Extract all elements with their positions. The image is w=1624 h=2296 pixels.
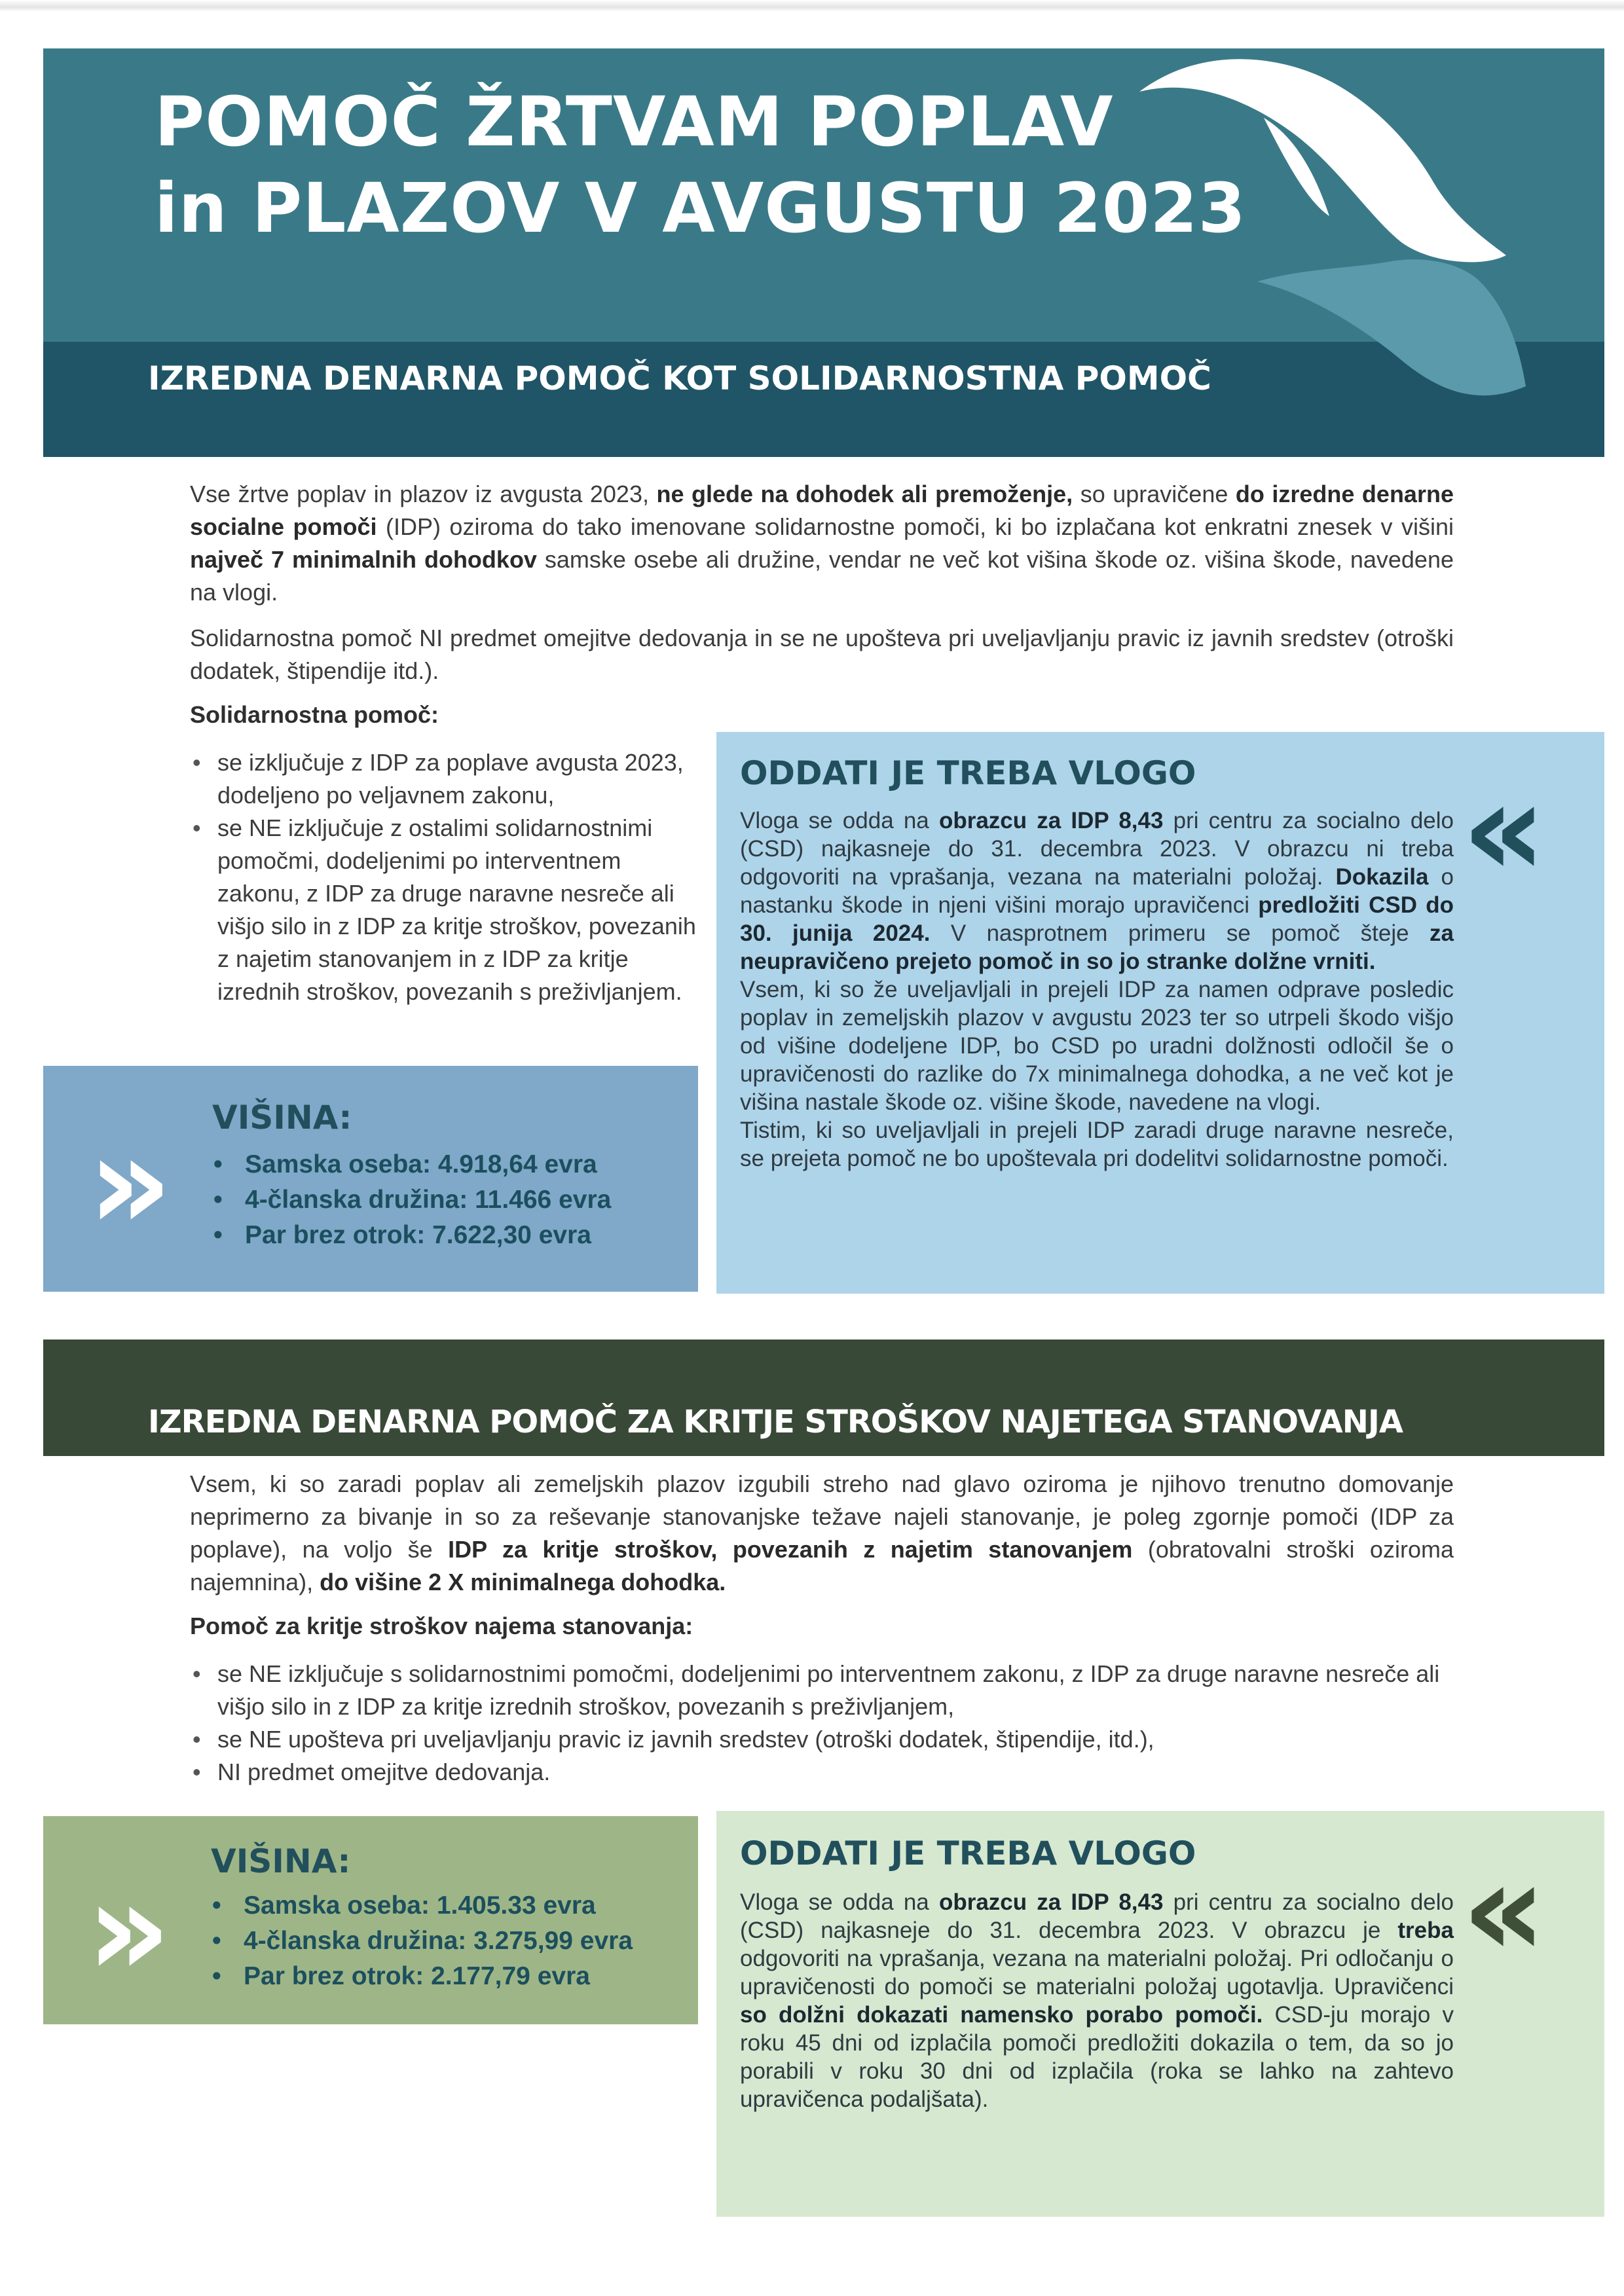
section2-amount-list: [207, 1888, 633, 1994]
amount-item: • Par brez otrok: 2.177,79 evra: [207, 1959, 633, 1994]
section1-apply-title: ODDATI JE TREBA VLOGO: [740, 754, 1196, 792]
double-chevron-right-icon: »: [86, 1853, 172, 2006]
section1-list-heading: Solidarnostna pomoč:: [190, 701, 439, 728]
amount-item: • 4-članska družina: 3.275,99 evra: [207, 1923, 633, 1959]
list-item: • se NE izključuje z ostalimi solidarnostnimi pomočmi, dodeljenimi po interventnem zakonu, z IDP za druge naravne nesreče ali višjo silo in z IDP za kritje stroškov, povezanih z najetim stanovanjem in z IDP za kritje izrednih stroškov, povezanih s preživljanjem.: [190, 812, 701, 1008]
amount-item: • 4-članska družina: 11.466 evra: [208, 1182, 611, 1218]
amount-item: • Par brez otrok: 7.622,30 evra: [208, 1218, 611, 1253]
section1-apply-text: Vloga se odda na obrazcu za IDP 8,43 pri centru za socialno delo (CSD) najkasneje do 31. decembra 2023. V obrazcu ni treba odgovoriti na vprašanja, vezana na materialni položaj. Dokazila o nastanku škode in njeni višini morajo upravičenci predložiti CSD do 30. junija 2024. V nasprotnem primeru se pomoč šteje za neupravičeno prejeto pomoč in so jo stranke dolžne vrniti. Vsem, ki so že uveljavljali in prejeli IDP za namen odprave posledic poplav in zemeljskih plazov v avgustu 2023 ter so utrpeli škodo višjo od višine dodeljene IDP, bo CSD po uradni dolžnosti odločil še o upravičenosti do razlike do 7x minimalnega dohodka, a ne več kot je višina nastale škode oz. višine škode, navedene na vlogi. Tistim, ki so uveljavljali in prejeli IDP zaradi druge naravne nesreče, se prejeta pomoč ne bo upoštevala pri dodelitvi solidarnostne pomoči.: [740, 808, 1454, 1171]
section1-amount-list: [208, 1147, 611, 1253]
section1-amount-title: VIŠINA:: [212, 1099, 352, 1137]
double-chevron-left-icon: «: [1462, 1834, 1547, 1986]
section2-amount-title: VIŠINA:: [211, 1842, 351, 1880]
double-chevron-right-icon: »: [88, 1107, 173, 1260]
section1-note: Solidarnostna pomoč NI predmet omejitve dedovanja in se ne upošteva pri uveljavljanju pravic iz javnih sredstev (otroški dodatek, štipendije itd.).: [190, 625, 1454, 684]
page-title: [155, 79, 1268, 251]
page-title-line1: POMOČ ŽRTVAM POPLAV: [155, 82, 1114, 162]
amount-item: • Samska oseba: 1.405.33 evra: [207, 1888, 633, 1923]
section2-list-heading: Pomoč za kritje stroškov najema stanovanja:: [190, 1613, 693, 1639]
section1-intro: Vse žrtve poplav in plazov iz avgusta 2023, ne glede na dohodek ali premoženje, so upravičene do izredne denarne socialne pomoči (IDP) oziroma do tako imenovane solidarnostne pomoči, ki bo izplačana kot enkratni znesek v višini največ 7 minimalnih dohodkov samske osebe ali družine, vendar ne več kot višina škode oz. višina škode, navedene na vlogi.: [190, 481, 1454, 606]
list-item: • se izključuje z IDP za poplave avgusta 2023, dodeljeno po veljavnem zakonu,: [190, 746, 701, 812]
scan-edge: [0, 0, 1624, 12]
section1-list: [190, 746, 701, 1008]
list-item: • se NE izključuje s solidarnostnimi pomočmi, dodeljenimi po interventnem zakonu, z IDP za druge naravne nesreče ali višjo silo in z IDP za kritje izrednih stroškov, povezanih s preživljanjem,: [190, 1658, 1454, 1723]
section2-intro: Vsem, ki so zaradi poplav ali zemeljskih plazov izgubili streho nad glavo oziroma je njihovo trenutno domovanje neprimerno za bivanje in so za reševanje stanovanjske težave najeli stanovanje, je poleg zgornje pomoči (IDP za poplave), na voljo še IDP za kritje stroškov, povezanih z najetim stanovanjem (obratovalni stroški oziroma najemnina), do višine 2 X minimalnega dohodka.: [190, 1470, 1454, 1595]
page-title-line2: in PLAZOV V AVGUSTU 2023: [155, 168, 1246, 248]
double-chevron-left-icon: «: [1462, 754, 1547, 906]
section2-apply-title: ODDATI JE TREBA VLOGO: [740, 1834, 1196, 1872]
section1-title: IZREDNA DENARNA POMOČ KOT SOLIDARNOSTNA POMOČ: [148, 359, 1211, 397]
section2-title: IZREDNA DENARNA POMOČ ZA KRITJE STROŠKOV NAJETEGA STANOVANJA: [148, 1404, 1403, 1440]
list-item: • se NE upošteva pri uveljavljanju pravic iz javnih sredstev (otroški dodatek, štipendije, itd.),: [190, 1723, 1454, 1756]
section2-list: [190, 1658, 1454, 1789]
amount-item: • Samska oseba: 4.918,64 evra: [208, 1147, 611, 1182]
list-item: • NI predmet omejitve dedovanja.: [190, 1756, 1454, 1789]
section2-apply-text: Vloga se odda na obrazcu za IDP 8,43 pri centru za socialno delo (CSD) najkasneje do 31. decembra 2023. V obrazcu je treba odgovoriti na vprašanja, vezana na materialni položaj. Pri odločanju o upravičenosti do pomoči se materialni položaj ugotavlja. Upravičenci so dolžni dokazati namensko porabo pomoči. CSD-ju morajo v roku 45 dni od izplačila pomoči predložiti dokazila o tem, da so jo porabili v roku 30 dni od izplačila (roka se lahko na zahtevo upravičenca podaljšata).: [740, 1889, 1454, 2112]
